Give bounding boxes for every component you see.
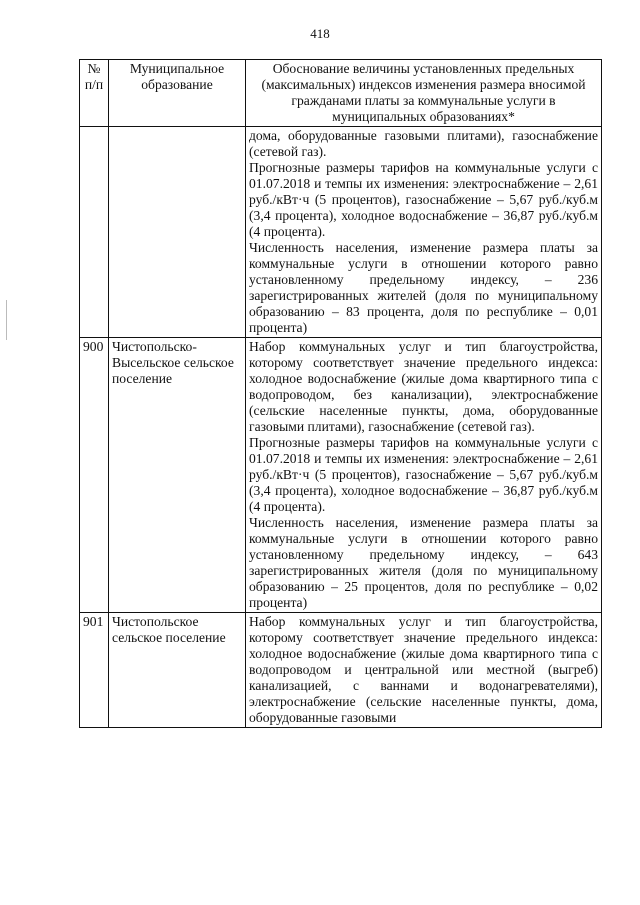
justification-paragraph: Набор коммунальных услуг и тип благоустройства, которому соответствует значение предельного индекса: холодное водоснабжение (жилые дома квартирного типа с водопроводом, без канализации), электроснабжение (сельские населенные пункты, дома, оборудованные газовыми плитами), газоснабжение (сетевой газ). (249, 339, 598, 434)
header-municipality: Муниципальное образование (109, 60, 246, 127)
row-num: 900 (80, 338, 109, 613)
row-num: 901 (80, 613, 109, 728)
table-row (80, 613, 602, 728)
row-justification (246, 127, 602, 338)
row-justification (246, 613, 602, 728)
tariff-index-table (79, 59, 602, 728)
page-number: 418 (310, 26, 330, 41)
justification-paragraph: Численность населения, изменение размера платы за коммунальные услуги в отношении которого равно установленному предельному индексу, – 643 зарегистрированных жителя (доля по муниципальному образованию – 25 процентов, доля по республике – 0,02 процента) (249, 515, 598, 610)
table-row (80, 127, 602, 338)
justification-paragraph: дома, оборудованные газовыми плитами), газоснабжение (сетевой газ). (249, 128, 598, 159)
header-justification: Обоснование величины установленных предельных (максимальных) индексов изменения размера вносимой гражданами платы за коммунальные услуги в муниципальных образованиях* (246, 60, 602, 127)
header-num: № п/п (80, 60, 109, 127)
scan-edge-mark (6, 300, 7, 340)
justification-paragraph: Численность населения, изменение размера платы за коммунальные услуги в отношении которого равно установленному предельному индексу, – 236 зарегистрированных жителей (доля по муниципальному образованию – 83 процента, доля по республике – 0,01 процента) (249, 240, 598, 335)
justification-paragraph: Прогнозные размеры тарифов на коммунальные услуги с 01.07.2018 и темпы их изменения: электроснабжение – 2,61 руб./кВт·ч (5 процентов), газоснабжение – 5,67 руб./куб.м (3,4 процента), холодное водоснабжение – 36,87 руб./куб.м (4 процента). (249, 160, 598, 239)
row-municipality: Чистопольское сельское поселение (109, 613, 246, 728)
row-justification (246, 338, 602, 613)
row-municipality: Чистопольско-Высельское сельское поселение (109, 338, 246, 613)
table-row (80, 338, 602, 613)
row-municipality (109, 127, 246, 338)
row-num (80, 127, 109, 338)
table-header-row (80, 60, 602, 127)
justification-paragraph: Прогнозные размеры тарифов на коммунальные услуги с 01.07.2018 и темпы их изменения: электроснабжение – 2,61 руб./кВт·ч (5 процентов), газоснабжение – 5,67 руб./куб.м (3,4 процента), холодное водоснабжение – 36,87 руб./куб.м (4 процента). (249, 435, 598, 514)
justification-paragraph: Набор коммунальных услуг и тип благоустройства, которому соответствует значение предельного индекса: холодное водоснабжение (жилые дома квартирного типа с водопроводом и центральной или местной (выгреб) канализацией, с ваннами и водонагревателями), электроснабжение (сельские населенные пункты, дома, оборудованные газовыми (249, 614, 598, 725)
